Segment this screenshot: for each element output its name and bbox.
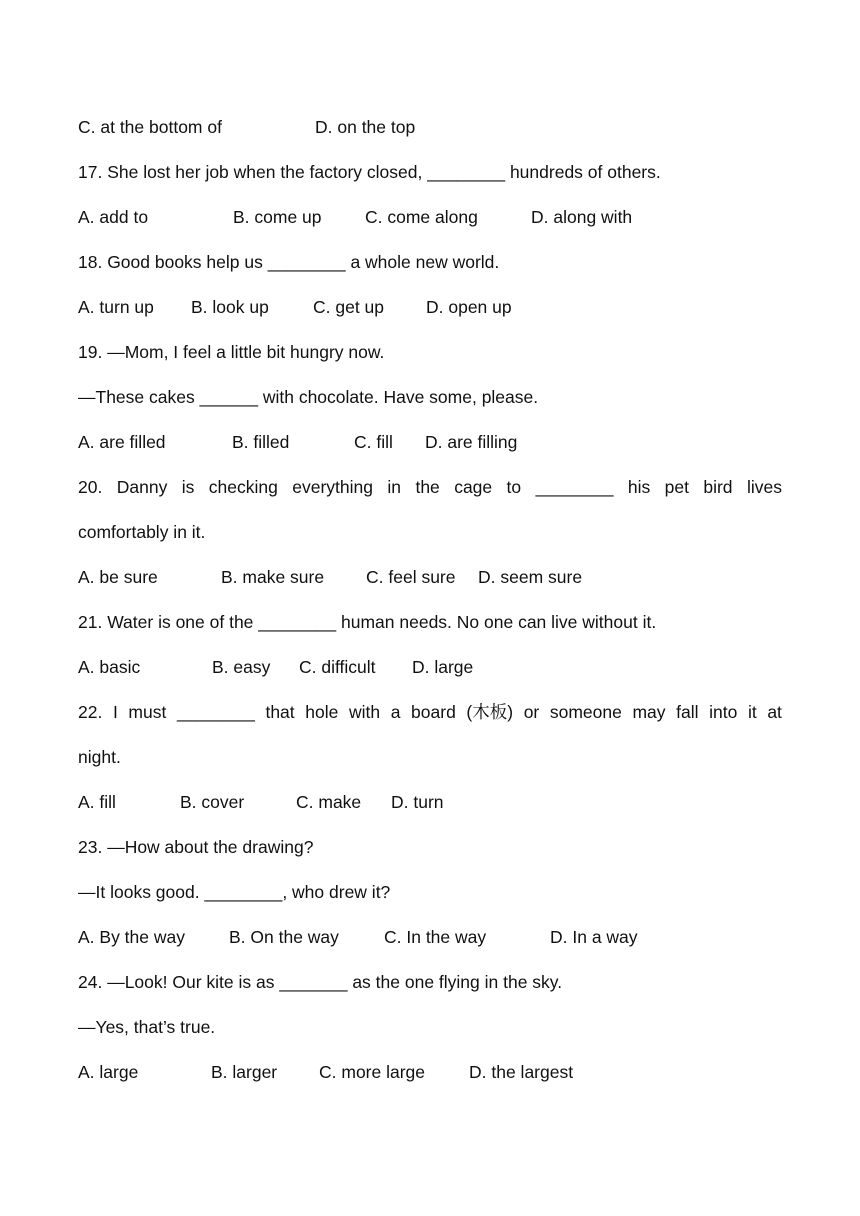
option-a: A. By the way — [78, 927, 185, 947]
word: someone — [549, 702, 622, 722]
option-a: A. fill — [78, 792, 116, 812]
word: fall — [676, 702, 699, 722]
option-a: A. large — [78, 1062, 139, 1082]
word: bird — [703, 477, 733, 497]
option-d: D. turn — [391, 792, 444, 812]
word: with — [348, 702, 381, 722]
option-b: B. cover — [180, 792, 245, 812]
question-19: 19. —Mom, I feel a little bit hungry now. — [78, 342, 385, 362]
q22-continuation: night. — [78, 747, 121, 767]
q23-reply: —It looks good. ________, who drew it? — [78, 882, 391, 902]
word: hole — [305, 702, 339, 722]
word: into — [709, 702, 738, 722]
word: is — [181, 477, 195, 497]
option-a: A. be sure — [78, 567, 158, 587]
word: cage — [454, 477, 493, 497]
word: the — [415, 477, 440, 497]
option-d: D. the largest — [469, 1062, 574, 1082]
word: ________ — [176, 702, 255, 722]
word: or — [523, 702, 540, 722]
option-c: C. more large — [319, 1062, 426, 1082]
q17-options — [78, 202, 782, 247]
q16-options — [78, 112, 782, 157]
word: a — [390, 702, 401, 722]
option-a: A. add to — [78, 207, 149, 227]
question-17: 17. She lost her job when the factory closed, ________ hundreds of others. — [78, 162, 661, 182]
option-d: D. are filling — [425, 432, 518, 452]
option-b: B. filled — [232, 432, 290, 452]
document-page — [78, 112, 782, 1102]
word: lives — [746, 477, 782, 497]
option-a: A. turn up — [78, 297, 154, 317]
option-a: A. are filled — [78, 432, 166, 452]
option-d: D. large — [412, 657, 474, 677]
option-a: A. basic — [78, 657, 141, 677]
option-c: C. come along — [365, 207, 478, 227]
option-b: B. come up — [233, 207, 322, 227]
question-22 — [78, 697, 782, 742]
option-b: B. On the way — [229, 927, 339, 947]
word: 22. — [78, 702, 103, 722]
option-b: B. easy — [212, 657, 271, 677]
q24-options — [78, 1057, 782, 1102]
word: may — [632, 702, 666, 722]
word: (木板) — [466, 702, 514, 722]
option-c: C. get up — [313, 297, 385, 317]
word: checking — [208, 477, 278, 497]
word: I — [112, 702, 118, 722]
word: that — [265, 702, 295, 722]
q18-options — [78, 292, 782, 337]
option-b: B. look up — [191, 297, 269, 317]
word: his — [627, 477, 651, 497]
word: to — [506, 477, 522, 497]
q19-options — [78, 427, 782, 472]
word: it — [747, 702, 757, 722]
q20-continuation: comfortably in it. — [78, 522, 206, 542]
option-c: C. make — [296, 792, 362, 812]
word: Danny — [116, 477, 168, 497]
option-c: C. fill — [354, 432, 393, 452]
word: everything — [292, 477, 374, 497]
q24-reply: —Yes, that’s true. — [78, 1017, 216, 1037]
option-b: B. make sure — [221, 567, 325, 587]
option-b: B. larger — [211, 1062, 278, 1082]
q19-reply: —These cakes ______ with chocolate. Have some, please. — [78, 387, 539, 407]
word: board — [411, 702, 456, 722]
question-24: 24. —Look! Our kite is as _______ as the one flying in the sky. — [78, 972, 563, 992]
word: at — [767, 702, 782, 722]
q22-options — [78, 787, 782, 832]
option-d: D. In a way — [550, 927, 638, 947]
word: pet — [664, 477, 689, 497]
option-c: C. difficult — [299, 657, 376, 677]
q20-options — [78, 562, 782, 607]
question-23: 23. —How about the drawing? — [78, 837, 314, 857]
word: ________ — [535, 477, 614, 497]
option-d: D. along with — [531, 207, 633, 227]
question-21: 21. Water is one of the ________ human needs. No one can live without it. — [78, 612, 657, 632]
q23-options — [78, 922, 782, 967]
q21-options — [78, 652, 782, 697]
question-20 — [78, 472, 782, 517]
word: 20. — [78, 477, 103, 497]
option-c: C. feel sure — [366, 567, 456, 587]
option-d: D. on the top — [315, 117, 416, 137]
question-18: 18. Good books help us ________ a whole new world. — [78, 252, 500, 272]
word: must — [128, 702, 167, 722]
option-c: C. at the bottom of — [78, 117, 222, 137]
word: in — [387, 477, 402, 497]
option-d: D. seem sure — [478, 567, 583, 587]
option-c: C. In the way — [384, 927, 487, 947]
option-d: D. open up — [426, 297, 512, 317]
